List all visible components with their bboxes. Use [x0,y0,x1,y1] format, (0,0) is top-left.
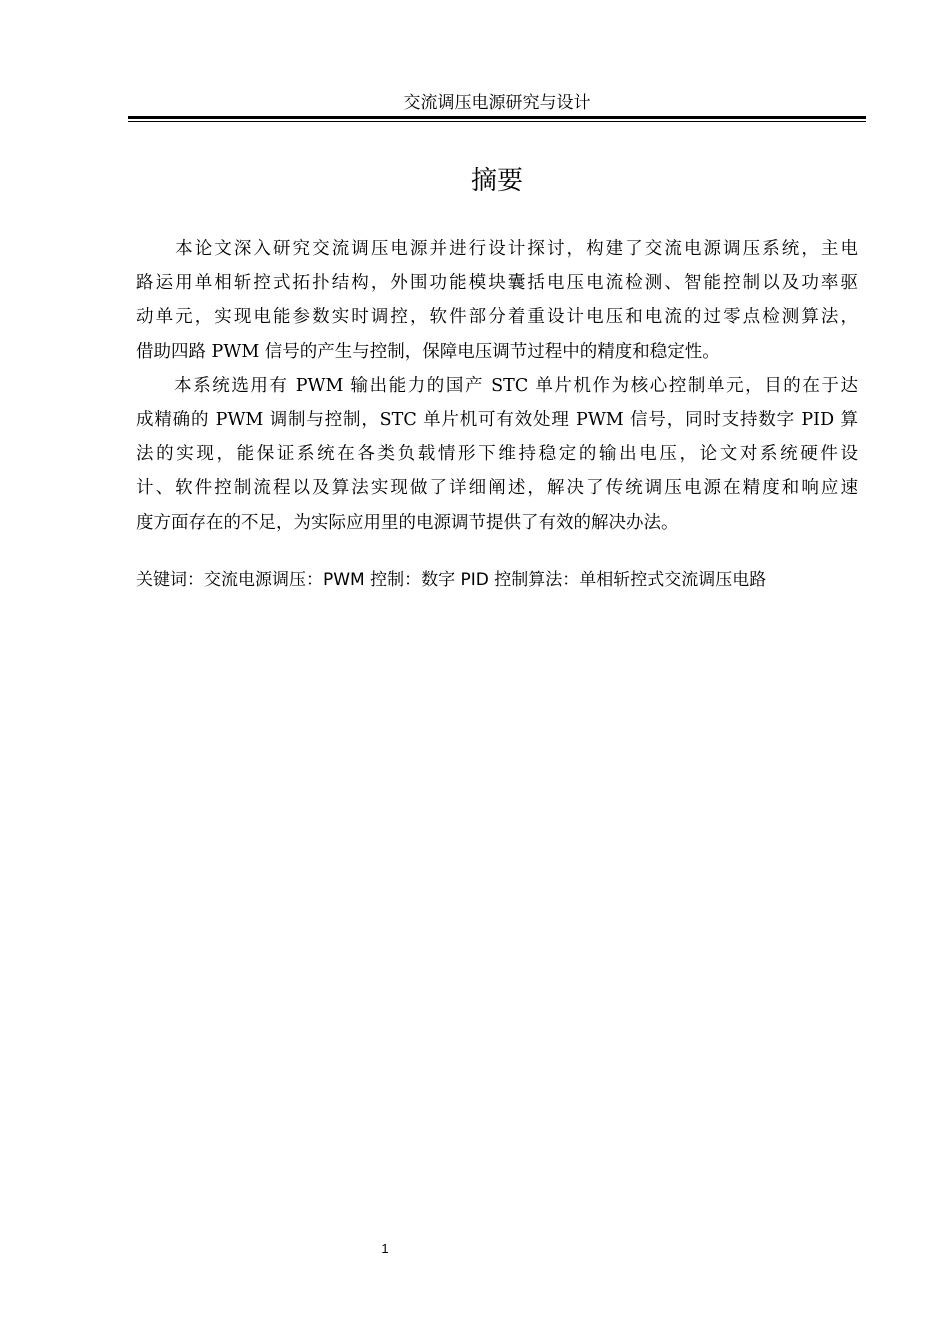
paragraph-line: 法的实现，能保证系统在各类负载情形下维持稳定的输出电压，论文对系统硬件设 [136,444,858,465]
paragraph-line: 计、软件控制流程以及算法实现做了详细阐述，解决了传统调压电源在精度和响应速 [136,478,858,499]
header-rule-thin [128,121,866,122]
paragraph-line: 动单元，实现电能参数实时调控，软件部分着重设计电压和电流的过零点检测算法， [136,307,858,328]
paragraph-line: 借助四路 PWM 信号的产生与控制，保障电压调节过程中的精度和稳定性。 [136,341,720,362]
page-number: 1 [381,1241,389,1256]
abstract-body [136,232,858,540]
keywords-line: 关键词：交流电源调压：PWM 控制：数字 PID 控制算法：单相斩控式交流调压电路 [136,570,767,590]
paragraph-line: 本系统选用有 PWM 输出能力的国产 STC 单片机作为核心控制单元，目的在于达 [136,375,858,396]
paragraph-line: 成精确的 PWM 调制与控制，STC 单片机可有效处理 PWM 信号，同时支持数字 PID 算 [136,409,858,430]
header-rule-thick [128,116,866,119]
running-header: 交流调压电源研究与设计 [403,93,591,113]
abstract-paragraph-1 [136,232,858,369]
abstract-title: 摘要 [470,166,523,196]
paragraph-line: 路运用单相斩控式拓扑结构，外围功能模块囊括电压电流检测、智能控制以及功率驱 [136,273,858,294]
abstract-paragraph-2 [136,369,858,540]
paragraph-line: 本论文深入研究交流调压电源并进行设计探讨，构建了交流电源调压系统，主电 [136,239,858,259]
paragraph-line: 度方面存在的不足，为实际应用里的电源调节提供了有效的解决办法。 [136,512,679,533]
